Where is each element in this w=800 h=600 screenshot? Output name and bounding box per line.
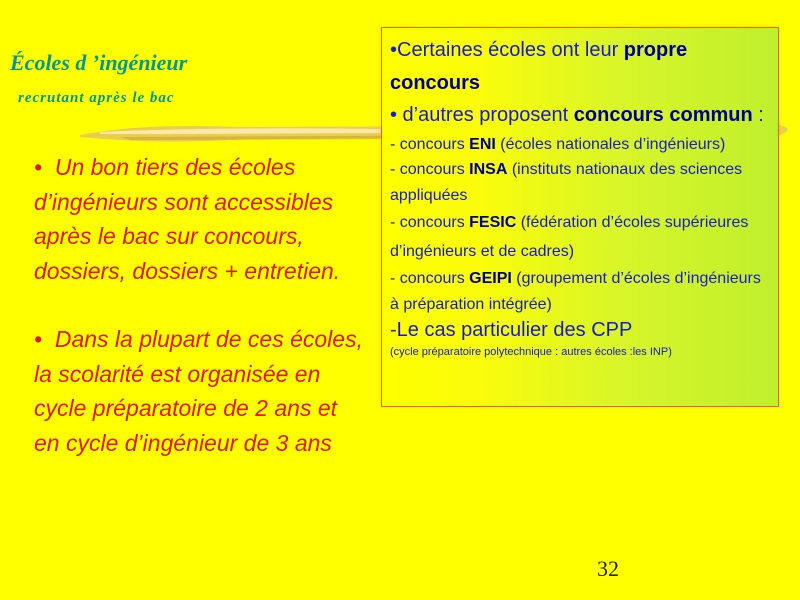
item-desc: (instituts nationaux des sciences appliquées (390, 161, 743, 204)
left-paragraph-1-text: Un bon tiers des écoles d’ingénieurs sont accessibles après le bac sur concours, dossiers, dossiers + entretien. (34, 154, 341, 284)
item-desc: (fédération d’écoles supérieures d’ingénieurs et de cadres) (390, 214, 749, 260)
item-prefix: - concours (390, 135, 470, 153)
item-name: GEIPI (469, 270, 512, 287)
page-number: 32 (597, 556, 619, 581)
left-paragraph-2-text: Dans la plupart de ces écoles, la scolarité est organisée en cycle préparatoire de 2 ans et en cycle d’ingénieur de 3 ans (34, 326, 363, 456)
concours-item-fesic (390, 208, 772, 266)
box-line2-text: • d’autres proposent (390, 104, 574, 126)
slide-title: Écoles d ’ingénieur (10, 50, 188, 75)
box-line1-bold: propre concours (390, 39, 688, 94)
item-prefix: - concours (390, 161, 470, 178)
info-box (381, 27, 779, 407)
item-name: ENI (469, 135, 496, 153)
box-line-commun (390, 99, 772, 132)
item-prefix: - concours (390, 214, 470, 231)
left-paragraph-2 (34, 322, 364, 460)
left-text-column (34, 150, 364, 494)
box-line1-text: •Certaines écoles ont leur (390, 39, 624, 61)
item-name: INSA (469, 161, 508, 178)
concours-item-insa (390, 157, 772, 208)
cpp-line: -Le cas particulier des CPP (390, 319, 633, 341)
bullet: • (34, 326, 43, 352)
item-name: FESIC (469, 214, 517, 231)
box-line2-post: : (752, 104, 764, 126)
cpp-note: (cycle préparatoire polytechnique : autres écoles :les INP) (390, 346, 672, 358)
item-prefix: - concours (390, 270, 470, 287)
concours-item-eni (390, 132, 772, 158)
concours-item-geipi (390, 266, 772, 317)
bullet: • (34, 154, 43, 180)
box-line2-bold: concours commun (573, 104, 753, 126)
box-line-propre (390, 34, 772, 99)
item-desc: (écoles nationales d’ingénieurs) (495, 135, 726, 153)
slide-subtitle: recrutant après le bac (18, 90, 175, 106)
item-desc: (groupement d’écoles d’ingénieurs à préparation intégrée) (390, 270, 761, 313)
left-paragraph-1 (34, 150, 364, 288)
